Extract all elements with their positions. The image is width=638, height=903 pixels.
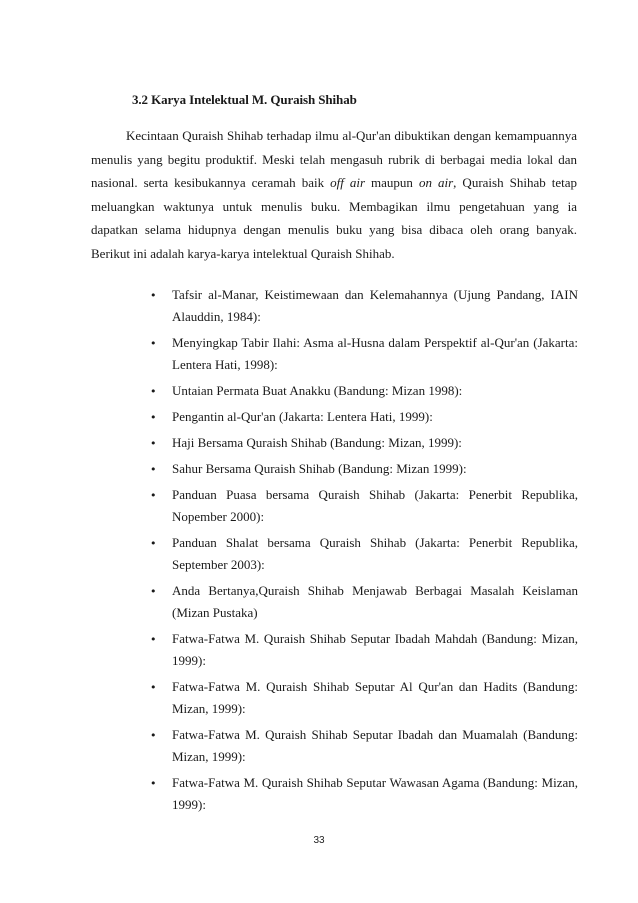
list-item-text: Haji Bersama Quraish Shihab (Bandung: Mizan, 1999): (172, 435, 462, 450)
bullet-icon (150, 458, 157, 481)
bullet-icon (150, 332, 157, 355)
bullet-icon (150, 284, 157, 307)
paragraph-text-2: maupun (365, 175, 419, 191)
list-item-text: Fatwa-Fatwa M. Quraish Shihab Seputar Al Qur'an dan Hadits (Bandung: Mizan, 1999): (172, 679, 578, 716)
list-item (150, 284, 578, 328)
list-item (150, 580, 578, 624)
bullet-icon (150, 580, 157, 603)
list-item-text: Sahur Bersama Quraish Shihab (Bandung: Mizan 1999): (172, 461, 467, 476)
list-item-text: Tafsir al-Manar, Keistimewaan dan Kelemahannya (Ujung Pandang, IAIN Alauddin, 1984): (172, 287, 578, 324)
list-item (150, 432, 578, 454)
list-item (150, 676, 578, 720)
bullet-icon (150, 380, 157, 403)
bullet-icon (150, 532, 157, 555)
list-item-text: Fatwa-Fatwa M. Quraish Shihab Seputar Wawasan Agama (Bandung: Mizan, 1999): (172, 775, 578, 812)
list-item (150, 380, 578, 402)
list-item-text: Fatwa-Fatwa M. Quraish Shihab Seputar Ibadah Mahdah (Bandung: Mizan, 1999): (172, 631, 578, 668)
list-item (150, 332, 578, 376)
paragraph-italic-2: on air (418, 175, 454, 191)
list-item-text: Fatwa-Fatwa M. Quraish Shihab Seputar Ibadah dan Muamalah (Bandung: Mizan, 1999): (172, 727, 578, 764)
list-item (150, 406, 578, 428)
works-list (150, 284, 578, 820)
bullet-icon (150, 406, 157, 429)
bullet-icon (150, 484, 157, 507)
list-item (150, 532, 578, 576)
list-item-text: Menyingkap Tabir Ilahi: Asma al-Husna dalam Perspektif al-Qur'an (Jakarta: Lentera Hati, 1998): (172, 335, 578, 372)
list-item-text: Anda Bertanya,Quraish Shihab Menjawab Berbagai Masalah Keislaman (Mizan Pustaka) (172, 583, 578, 620)
list-item-text: Panduan Shalat bersama Quraish Shihab (Jakarta: Penerbit Republika, September 2003): (172, 535, 578, 572)
list-item (150, 724, 578, 768)
bullet-icon (150, 628, 157, 651)
list-item (150, 628, 578, 672)
bullet-icon (150, 724, 157, 747)
bullet-icon (150, 772, 157, 795)
list-item (150, 772, 578, 816)
list-item-text: Pengantin al-Qur'an (Jakarta: Lentera Hati, 1999): (172, 409, 433, 424)
paragraph-text-1: Kecintaan Quraish Shihab terhadap ilmu al-Qur'an dibuktikan dengan kemampuannya menulis yang begitu produktif. Meski telah mengasuh rubrik di berbagai media lokal dan nasional. serta kesibukannya ceramah baik (91, 128, 577, 191)
section-heading: 3.2 Karya Intelektual M. Quraish Shihab (132, 92, 357, 107)
page-number: 33 (313, 835, 325, 846)
list-item (150, 484, 578, 528)
intro-paragraph (91, 124, 577, 266)
bullet-icon (150, 432, 157, 455)
paragraph-italic-1: off air (330, 175, 366, 191)
paragraph-text-3: , Quraish Shihab tetap meluangkan waktunya untuk menulis buku. Membagikan ilmu pengetahuan yang ia dapatkan selama hidupnya dengan menulis buku yang bisa dibaca oleh orang banyak. Berikut ini adalah karya-karya intelektual Quraish Shihab. (91, 175, 577, 261)
list-item-text: Untaian Permata Buat Anakku (Bandung: Mizan 1998): (172, 383, 463, 398)
list-item (150, 458, 578, 480)
list-item-text: Panduan Puasa bersama Quraish Shihab (Jakarta: Penerbit Republika, Nopember 2000): (172, 487, 578, 524)
bullet-icon (150, 676, 157, 699)
